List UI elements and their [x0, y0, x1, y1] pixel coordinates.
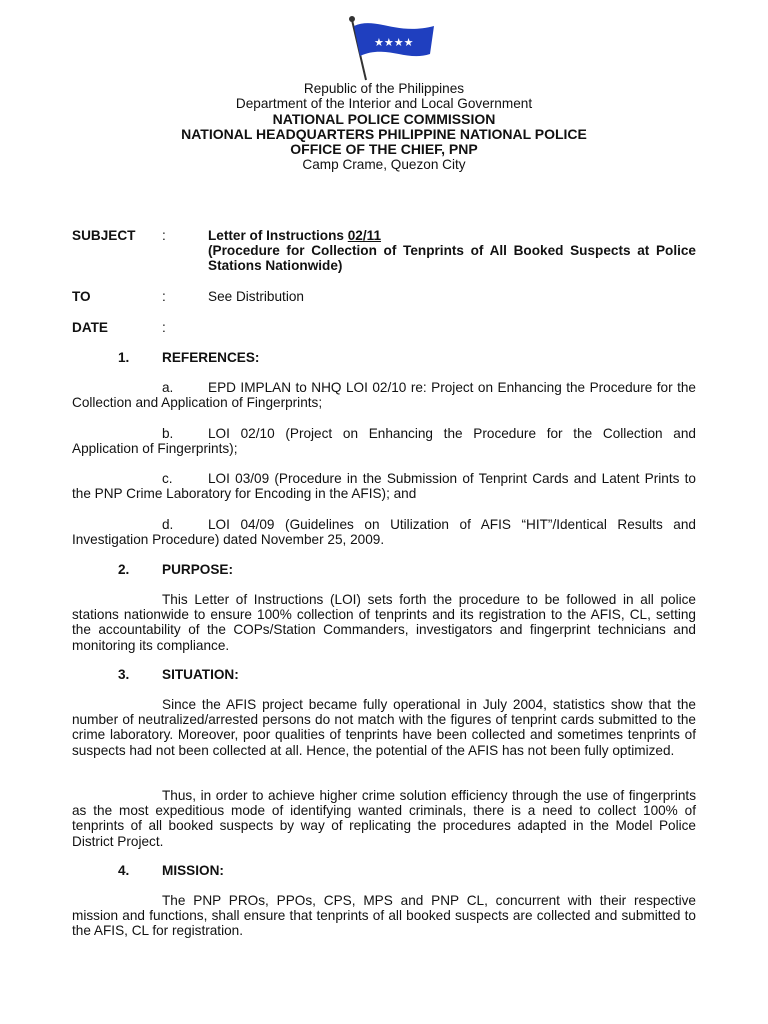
reference-c-letter: c.	[162, 471, 173, 486]
reference-b	[72, 426, 696, 456]
section-title: SITUATION:	[162, 667, 239, 682]
subject-prefix: Letter of Instructions	[208, 228, 348, 243]
purpose-paragraph	[72, 592, 696, 653]
reference-c	[72, 471, 696, 501]
subject-detail: (Procedure for Collection of Tenprints of All Booked Suspects at Police Stations Nationwide)	[208, 243, 696, 274]
subject-row	[72, 228, 696, 278]
reference-c-text: LOI 03/09 (Procedure in the Submission of Tenprint Cards and Latent Prints to the PNP Crime Laboratory for Encoding in the AFIS); and	[72, 471, 696, 502]
to-value: See Distribution	[208, 289, 304, 304]
situation-text-2: Thus, in order to achieve higher crime solution efficiency through the use of fingerprints as the most expeditious mode of identifying wanted criminals, there is a need to collect 100% of tenprints of all booked suspects by way of replicating the procedures adapted in the Model Police District Project.	[72, 788, 696, 849]
section-title: PURPOSE:	[162, 562, 234, 577]
to-label: TO	[72, 289, 91, 304]
purpose-text: This Letter of Instructions (LOI) sets forth the procedure to be followed in all police stations nationwide to ensure 100% collection of tenprints and its registration to the AFIS, CL, setting the accountability of the COPs/Station Commanders, investigators and fingerprint technicians and monitoring its compliance.	[72, 592, 696, 653]
subject-value	[208, 228, 696, 274]
to-colon: :	[162, 289, 166, 304]
header-dilg: Department of the Interior and Local Government	[235, 96, 533, 112]
header-location: Camp Crame, Quezon City	[302, 157, 466, 173]
section-situation-heading	[118, 667, 239, 682]
reference-d-letter: d.	[162, 517, 174, 532]
reference-d	[72, 517, 696, 547]
reference-b-letter: b.	[162, 426, 174, 441]
reference-a-text: EPD IMPLAN to NHQ LOI 02/10 re: Project on Enhancing the Procedure for the Collection and Application of Fingerprints;	[72, 380, 696, 411]
situation-text-1: Since the AFIS project became fully operational in July 2004, statistics show that the number of neutralized/arrested persons do not match with the figures of tenprint cards submitted to the crime laboratory. Moreover, poor qualities of tenprints have been collected and sometimes tenprints of suspects had not been collected at all. Hence, the potential of the AFIS has not been fully optimized.	[72, 697, 696, 758]
header-office-chief: OFFICE OF THE CHIEF, PNP	[290, 141, 478, 158]
header-napolcom: NATIONAL POLICE COMMISSION	[272, 110, 496, 127]
situation-paragraph-2	[72, 788, 696, 849]
date-label: DATE	[72, 320, 108, 335]
header-republic: Republic of the Philippines	[303, 81, 465, 96]
section-number: 1.	[118, 350, 130, 365]
reference-a	[72, 380, 696, 410]
flag-stars: ★★★★	[374, 36, 414, 49]
reference-d-text: LOI 04/09 (Guidelines on Utilization of AFIS “HIT”/Identical Results and Investigation Procedure) dated November 25, 2009.	[72, 517, 696, 548]
header-nhq-pnp: NATIONAL HEADQUARTERS PHILIPPINE NATIONAL POLICE	[181, 125, 587, 142]
section-purpose-heading	[118, 562, 234, 577]
situation-paragraph-1	[72, 697, 696, 758]
date-colon: :	[162, 320, 166, 335]
subject-label: SUBJECT	[72, 228, 136, 243]
mission-paragraph	[72, 893, 696, 939]
mission-text: The PNP PROs, PPOs, CPS, MPS and PNP CL, concurrent with their respective mission and functions, shall ensure that tenprints of all booked suspects are collected and submitted to the AFIS, CL for registration.	[72, 893, 696, 939]
section-mission-heading	[118, 863, 224, 878]
section-number: 2.	[118, 562, 130, 577]
section-references-heading	[118, 350, 260, 365]
letterhead	[0, 81, 768, 173]
section-title: MISSION:	[162, 863, 224, 878]
reference-b-text: LOI 02/10 (Project on Enhancing the Procedure for the Collection and Application of Fingerprints);	[72, 426, 696, 457]
section-number: 3.	[118, 667, 130, 682]
section-title: REFERENCES:	[162, 350, 260, 365]
reference-a-letter: a.	[162, 380, 174, 395]
subject-number: 02/11	[347, 228, 382, 243]
subject-colon: :	[162, 228, 166, 243]
section-number: 4.	[118, 863, 130, 878]
pnp-flag-logo	[346, 14, 438, 82]
